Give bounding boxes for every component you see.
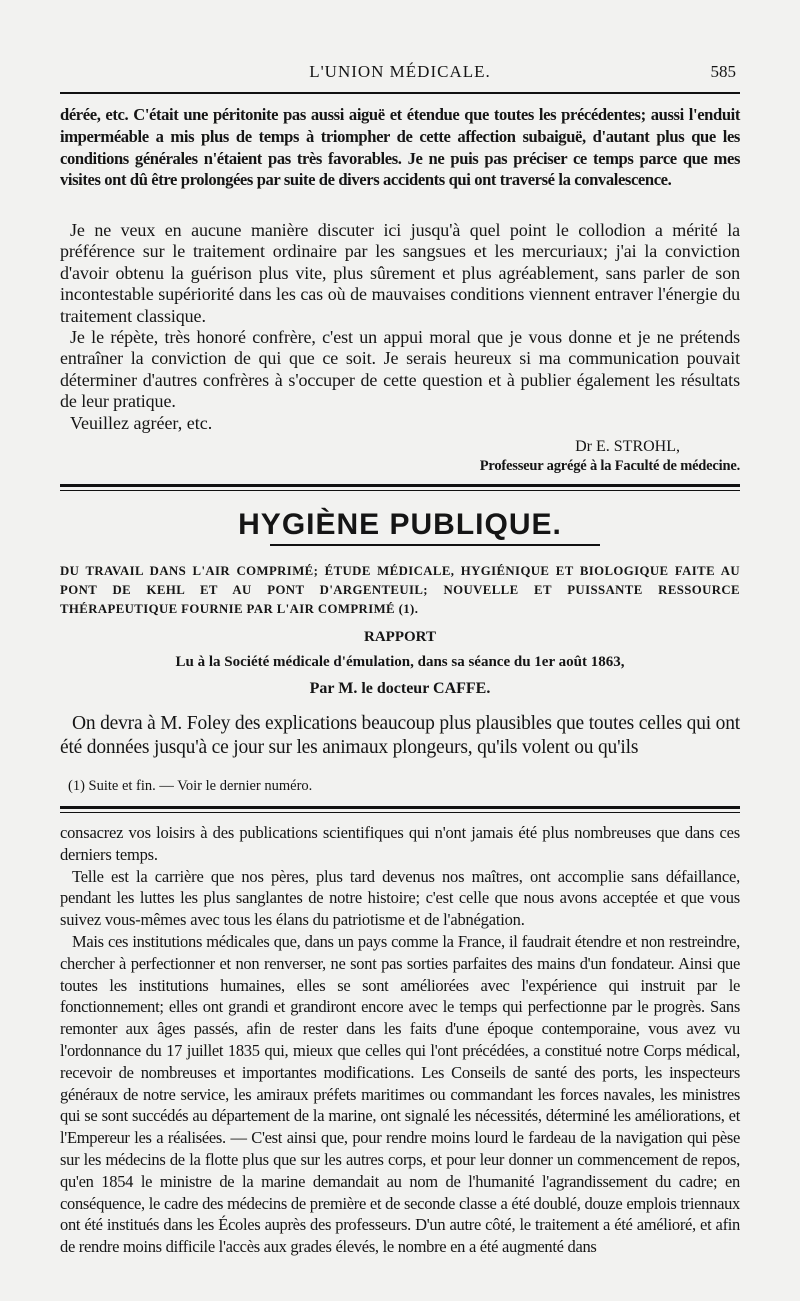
letter-closing: Veuillez agréer, etc. xyxy=(70,412,213,433)
footnote: (1) Suite et fin. — Voir le dernier numéro. xyxy=(68,778,313,794)
journal-title: L'UNION MÉDICALE. xyxy=(309,62,491,81)
section-double-rule-bottom xyxy=(60,490,740,491)
letter-body-large xyxy=(60,220,740,434)
section-double-rule-top xyxy=(60,484,740,487)
article-intro xyxy=(60,712,740,760)
title-underline xyxy=(270,544,600,546)
header-rule xyxy=(60,92,740,94)
letter-paragraph: Je ne veux en aucune manière discuter ici jusqu'à quel point le collodion a mérité la préférence sur le traitement ordinaire par les sangsues et les mercuriaux; j'ai la conviction d'avoir obtenu la guérison plus vite, plus sûrement et plus agréablement, sans parler de son incontestable supériorité dans les cas où de mauvaises conditions viennent entraver l'énergie du traitement classique. xyxy=(60,220,740,326)
signature-name: Dr E. STROHL, xyxy=(575,438,680,455)
lower-double-rule-bottom xyxy=(60,812,740,813)
letter-paragraph: Je le répète, très honoré confrère, c'est un appui moral que je vous donne et je ne prétends entraîner la conviction de qui que ce soit. Je serais heureux si ma communication pouvait déterminer d'autres confrères à s'occuper de cette question et à publier également les résultats de leur pratique. xyxy=(60,327,740,412)
report-author: Par M. le docteur CAFFE. xyxy=(309,680,491,697)
intro-paragraph: On devra à M. Foley des explications beaucoup plus plausibles que toutes celles qui ont été données jusqu'à ce jour sur les animaux plongeurs, qu'ils volent ou qu'ils xyxy=(60,713,740,758)
lower-paragraph: Mais ces institutions médicales que, dans un pays comme la France, il faudrait étendre et non restreindre, chercher à perfectionner et non renverser, ne sont pas sorties parfaites des mains d'un fondateur. Ainsi que toutes les institutions humaines, elles se sont améliorées avec l'expérience qui instruit par le fonctionnement; elles ont grandi et grandiront encore avec le temps qui perfectionne par le progrès. Sans remonter aux âges passés, afin de rester dans les faits d'une époque contemporaine, vous avez vu l'ordonnance du 17 juillet 1835 qui, mieux que celles qui l'ont précédées, a constitué notre Corps médical, recevoir de nombreuses et importantes modifications. Les Conseils de santé des ports, les inspecteurs généraux de notre service, les amiraux préfets maritimes ou commandant les forces navales, les ministres qui se sont succédés au département de la marine, ont signalé les nécessités, déterminé les améliorations, et l'Empereur les a réalisées. — C'est ainsi que, pour rendre moins lourd le fardeau de la navigation qui pèse sur les médecins de la flotte plus que sur les autres corps, et pour leur donner un commencement de repos, qu'en 1854 le ministre de la marine demandait au nom de l'humanité l'agrandissement du cadre; en conséquence, le cadre des médecins de première et de seconde classe a été doublé, douze emplois triennaux ont été institués dans les Écoles auprès des professeurs. D'un autre côté, le traitement a été amélioré, et afin de rendre moins difficile l'accès aux grades élevés, le nombre en a été augmenté dans xyxy=(60,931,740,1257)
article-subheading: DU TRAVAIL DANS L'AIR COMPRIMÉ; ÉTUDE MÉDICALE, HYGIÉNIQUE ET BIOLOGIQUE FAITE AU PONT DE KEHL ET AU PONT D'ARGENTEUIL; NOUVELLE ET PUISSANTE RESSOURCE THÉRAPEUTIQUE FOURNIE PAR L'AIR COMPRIMÉ (1). xyxy=(60,564,740,616)
page-number: 585 xyxy=(710,62,736,81)
signature-title: Professeur agrégé à la Faculté de médecine. xyxy=(479,458,740,474)
lower-paragraph: consacrez vos loisirs à des publications scientifiques qui n'ont jamais été plus nombreuses que dans ces derniers temps. xyxy=(60,823,740,864)
report-context: Lu à la Société médicale d'émulation, dans sa séance du 1er août 1863, xyxy=(175,654,625,670)
report-label: RAPPORT xyxy=(364,629,436,645)
running-header xyxy=(60,58,740,88)
letter-paragraph: dérée, etc. C'était une péritonite pas aussi aiguë et étendue que toutes les précédentes; aussi l'enduit imperméable a mis plus de temps à triompher de cette affection subaiguë, d'autant plus que les conditions générales n'étaient pas très favorables. Je ne puis pas préciser ce temps parce que mes visites ont dû être prolongées par suite de divers accidents qui ont traversé la convalescence. xyxy=(60,105,740,190)
lower-paragraph: Telle est la carrière que nos pères, plus tard devenus nos maîtres, ont accomplie sans défaillance, pendant les luttes les plus sanglantes de notre histoire; c'est celle que nous avons acceptée et que vous suivez vous-mêmes avec tous les élans du patriotisme et de l'abnégation. xyxy=(60,866,740,930)
lower-double-rule-top xyxy=(60,806,740,809)
lower-body xyxy=(60,822,740,1258)
section-title: HYGIÈNE PUBLIQUE. xyxy=(238,508,562,541)
letter-body xyxy=(60,104,740,191)
